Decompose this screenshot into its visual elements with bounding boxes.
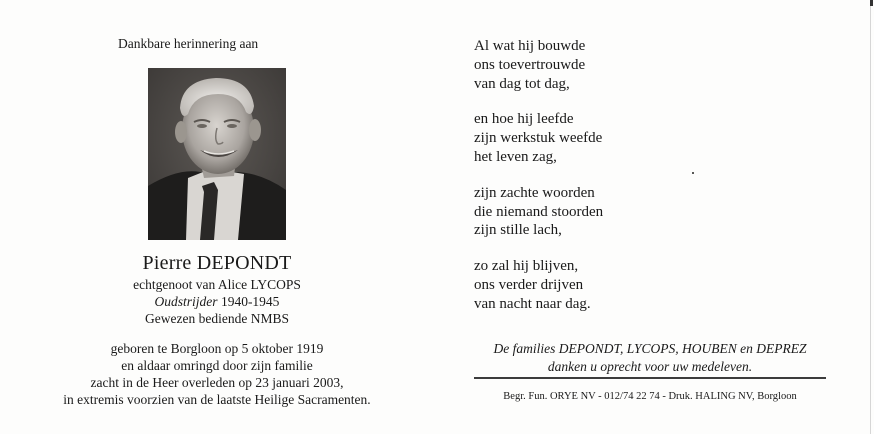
veteran-years: 1940-1945	[220, 294, 280, 309]
veteran-line	[0, 294, 434, 310]
poem-verse: ons toevertrouwde	[474, 56, 586, 73]
biography-line: in extremis voorzien van de laatste Heilige Sacramenten.	[63, 392, 371, 407]
poem-stanza	[474, 257, 603, 313]
poem-verse: zijn werkstuk weefde	[474, 130, 603, 147]
biography-line: zacht in de Heer overleden op 23 januari 2003,	[90, 375, 344, 390]
poem	[474, 37, 603, 331]
portrait-photo	[148, 68, 286, 240]
poem-verse: die niemand stoorden	[474, 203, 604, 220]
poem-verse: zo zal hij blijven,	[474, 258, 579, 275]
deceased-name: Pierre DEPONDT	[142, 252, 292, 274]
poem-stanza	[474, 184, 603, 240]
veteran-label: Oudstrijder	[154, 294, 218, 309]
thanks-line: De families DEPONDT, LYCOPS, HOUBEN en DEPREZ	[493, 341, 807, 356]
poem-verse: ons verder drijven	[474, 276, 584, 293]
occupation-line: Gewezen bediende NMBS	[145, 311, 289, 326]
poem-verse: en hoe hij leefde	[474, 111, 574, 128]
family-thanks	[474, 340, 826, 376]
poem-verse: het leven zag,	[474, 148, 557, 165]
thanks-line: danken u oprecht voor uw medeleven.	[547, 359, 753, 374]
biography-line: en aldaar omringd door zijn familie	[121, 358, 313, 373]
spouse-line: echtgenoot van Alice LYCOPS	[133, 277, 301, 292]
poem-stanza	[474, 37, 603, 93]
edge-mark	[870, 0, 873, 6]
portrait-image	[148, 68, 286, 240]
poem-verse: Al wat hij bouwde	[474, 38, 586, 54]
poem-verse: zijn zachte woorden	[474, 184, 595, 201]
divider-rule	[474, 377, 826, 379]
card-heading: Dankbare herinnering aan	[118, 36, 259, 51]
biography-line: geboren te Borgloon op 5 oktober 1919	[110, 341, 324, 356]
poem-verse: zijn stille lach,	[474, 222, 562, 239]
printer-imprint: Begr. Fun. ORYE NV - 012/74 22 74 - Druk. HALING NV, Borgloon	[503, 391, 797, 402]
poem-verse: van nacht naar dag.	[474, 295, 591, 312]
poem-verse: van dag tot dag,	[474, 75, 570, 92]
card-edge	[870, 0, 871, 434]
print-speck	[692, 172, 694, 174]
poem-stanza	[474, 110, 603, 166]
